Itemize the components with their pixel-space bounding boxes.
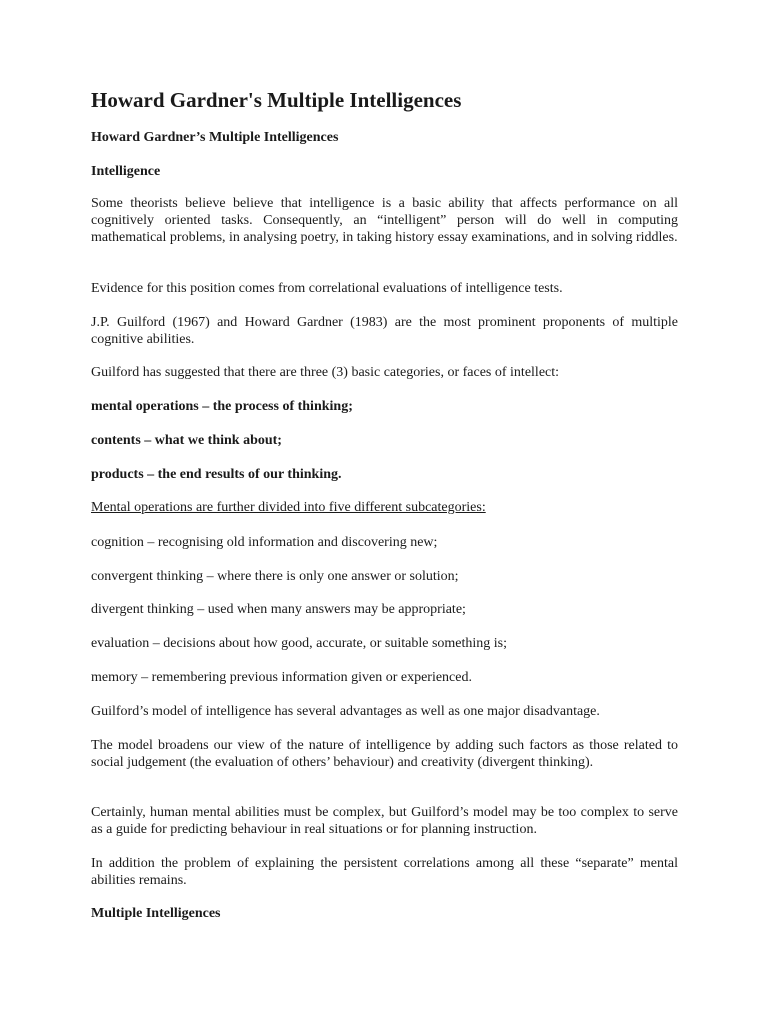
subcategory-cognition: cognition – recognising old information and discovering new;	[91, 535, 438, 550]
paragraph-intelligence-theory: Some theorists believe believe that intelligence is a basic ability that affects performance on all cognitively oriented tasks. Consequently, an “intelligent” person will do well in computing mathematical problems, in analysing poetry, in taking history essay examinations, and in solving riddles.	[91, 196, 678, 245]
paragraph-broadens-view: The model broadens our view of the nature of intelligence by adding such factors as those related to social judgement (the evaluation of others’ behaviour) and creativity (divergent thinking).	[91, 738, 678, 770]
paragraph-proponents: J.P. Guilford (1967) and Howard Gardner (1983) are the most prominent proponents of multiple cognitive abilities.	[91, 315, 678, 347]
heading-multiple-intelligences: Multiple Intelligences	[91, 906, 221, 921]
category-mental-operations: mental operations – the process of thinking;	[91, 399, 353, 414]
document-subtitle: Howard Gardner’s Multiple Intelligences	[91, 130, 339, 145]
subcategory-divergent-thinking: divergent thinking – used when many answers may be appropriate;	[91, 602, 466, 617]
paragraph-complexity: Certainly, human mental abilities must be complex, but Guilford’s model may be too complex to serve as a guide for predicting behaviour in real situations or for planning instruction.	[91, 805, 678, 837]
document-title: Howard Gardner's Multiple Intelligences	[91, 88, 462, 112]
paragraph-evidence: Evidence for this position comes from correlational evaluations of intelligence tests.	[91, 281, 563, 296]
subcategory-convergent-thinking: convergent thinking – where there is only one answer or solution;	[91, 569, 459, 584]
paragraph-advantages: Guilford’s model of intelligence has several advantages as well as one major disadvantage.	[91, 704, 600, 719]
subcategory-memory: memory – remembering previous information given or experienced.	[91, 670, 472, 685]
subcategories-intro: Mental operations are further divided into five different subcategories:	[91, 500, 486, 515]
category-products: products – the end results of our thinking.	[91, 467, 342, 482]
category-contents: contents – what we think about;	[91, 433, 282, 448]
subcategory-evaluation: evaluation – decisions about how good, accurate, or suitable something is;	[91, 636, 508, 651]
heading-intelligence: Intelligence	[91, 164, 161, 179]
paragraph-correlations: In addition the problem of explaining the persistent correlations among all these “separate” mental abilities remains.	[91, 856, 678, 888]
paragraph-guilford-categories: Guilford has suggested that there are three (3) basic categories, or faces of intellect:	[91, 365, 560, 380]
